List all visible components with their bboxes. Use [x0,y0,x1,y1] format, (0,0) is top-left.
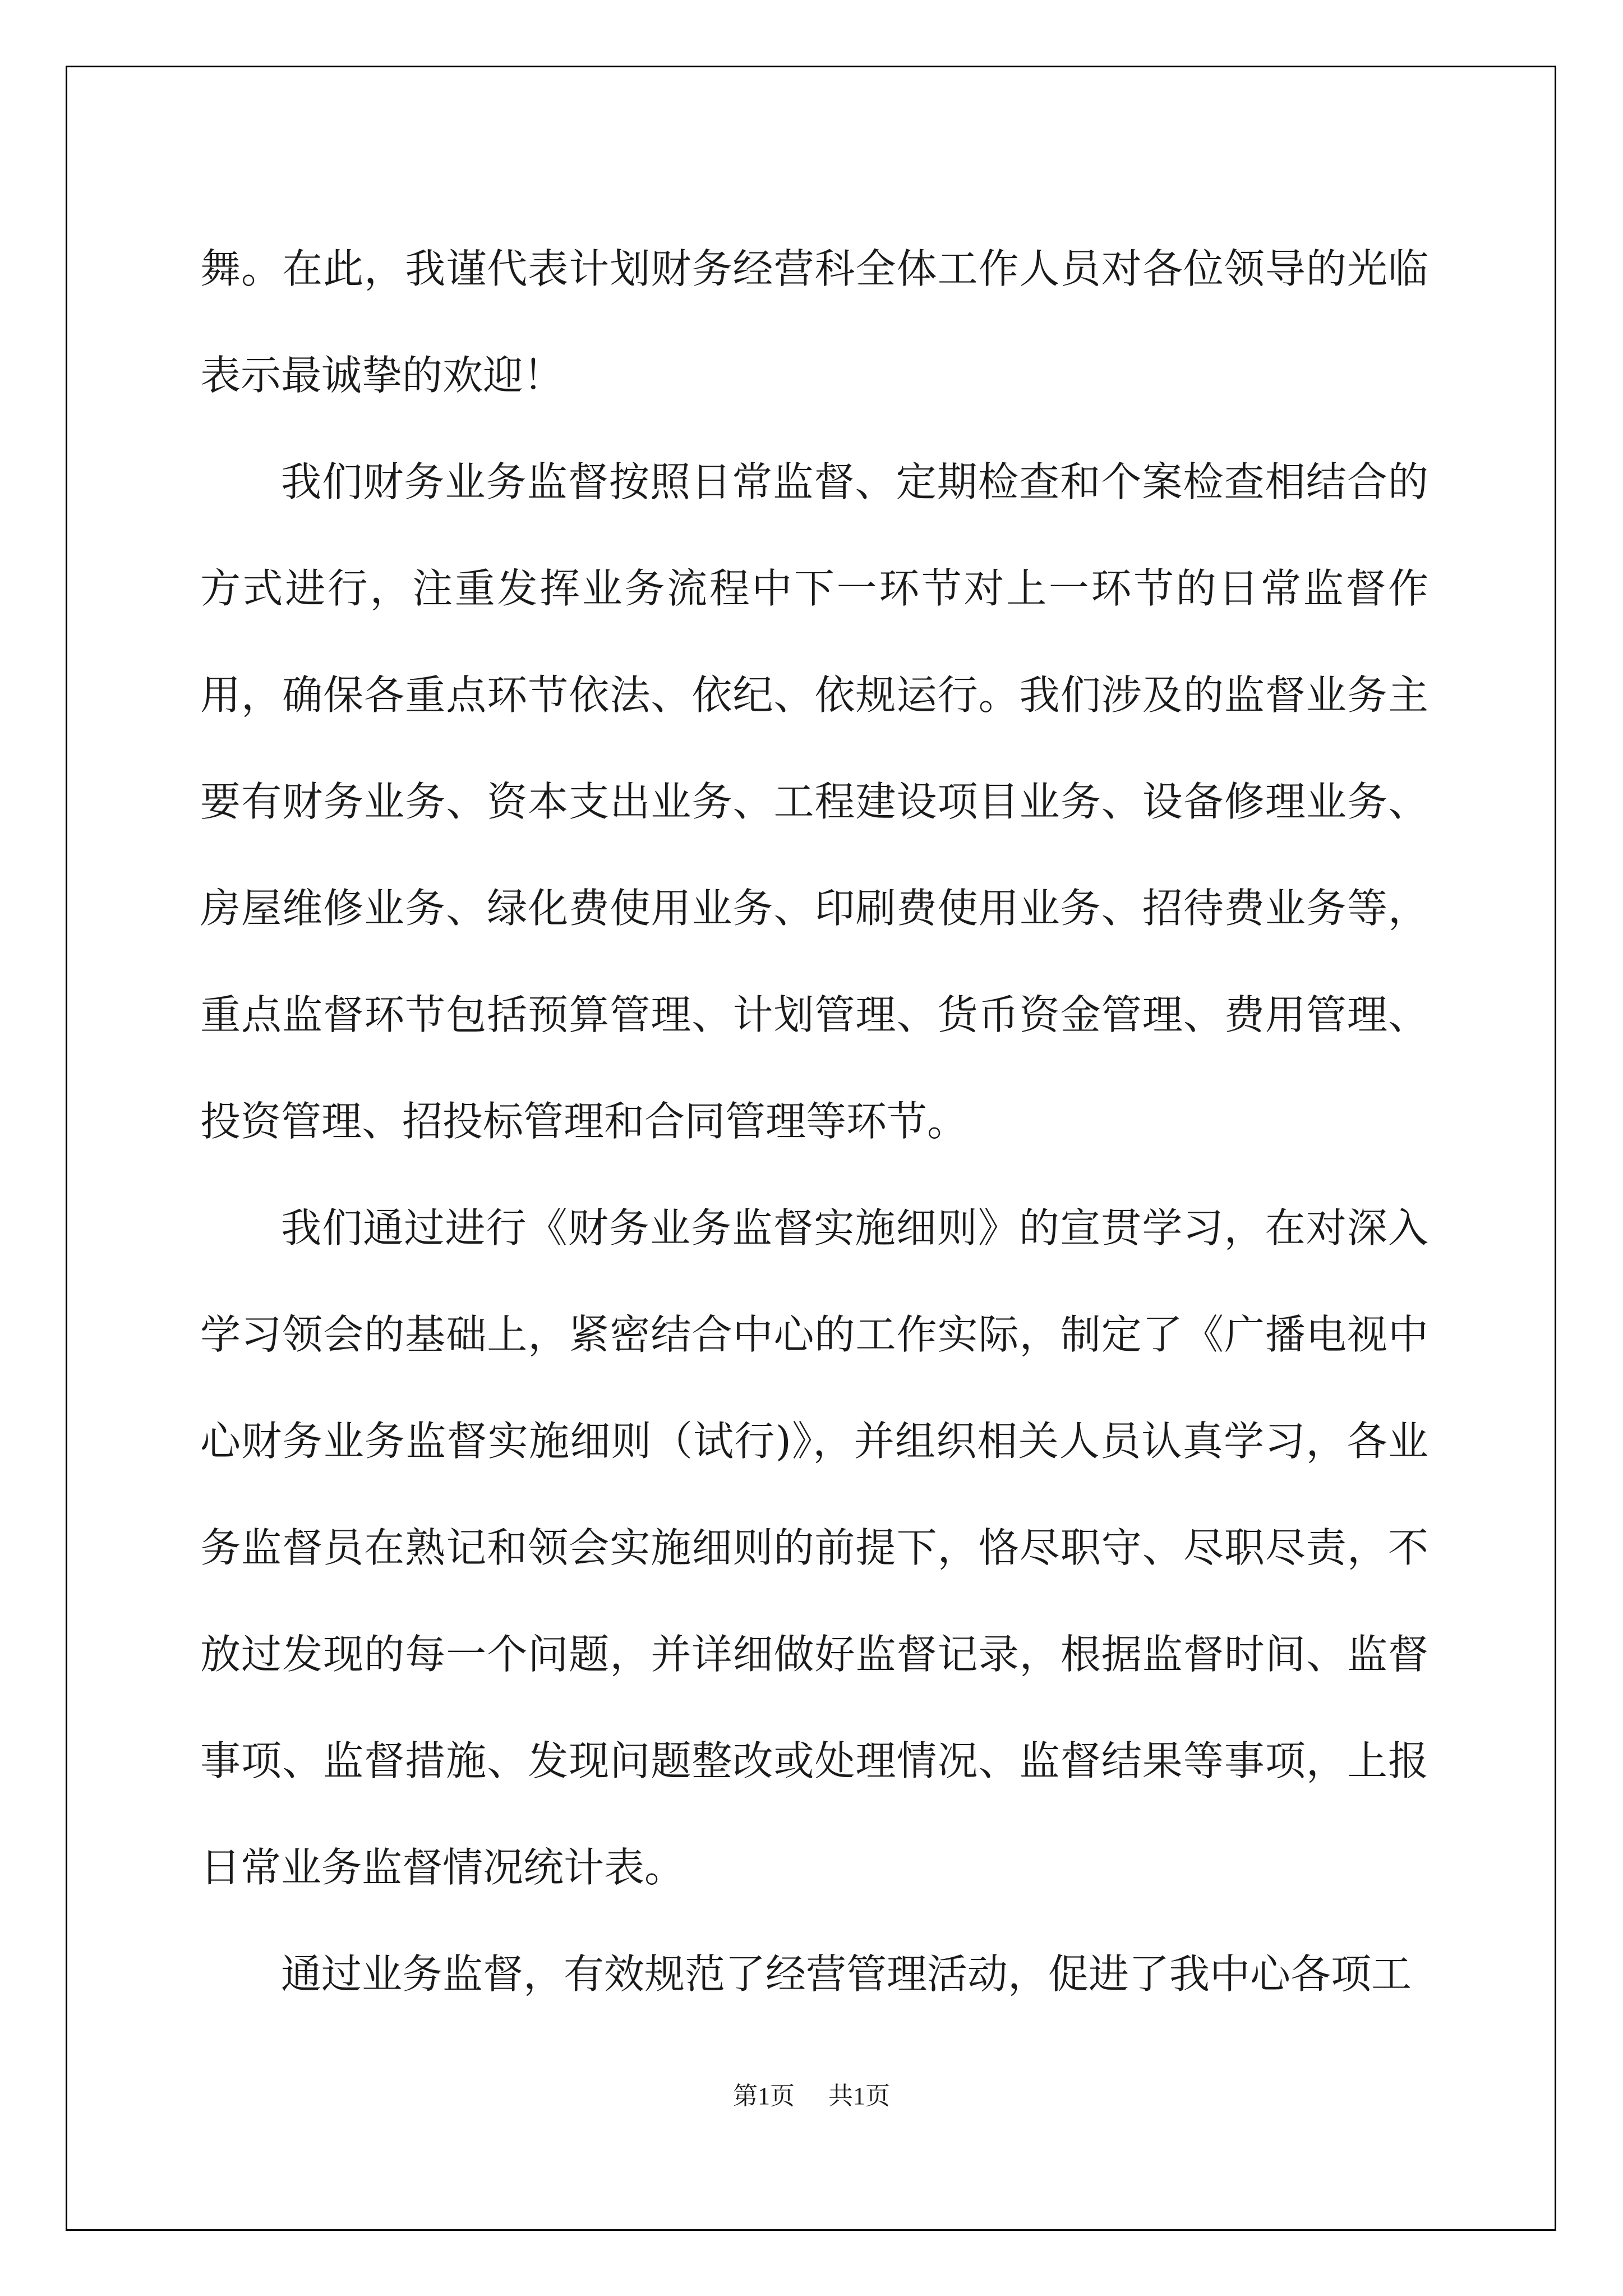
page-total: 共1页 [828,2082,890,2110]
document-body [200,215,1428,2027]
paragraph-3: 我们通过进行《财务业务监督实施细则》的宣贯学习，在对深入学习领会的基础上，紧密结合中心的工作实际，制定了《广播电视中心财务业务监督实施细则（试行)》，并组织相关人员认真学习，各业务监督员在熟记和领会实施细则的前提下，恪尽职守、尽职尽责，不放过发现的每一个问题，并详细做好监督记录，根据监督时间、监督事项、监督措施、发现问题整改或处理情况、监督结果等事项，上报日常业务监督情况统计表。 [200,1204,1428,1891]
page-number: 第1页 [733,2082,795,2110]
paragraph-4: 通过业务监督，有效规范了经营管理活动，促进了我中心各项工 [281,1950,1412,1998]
paragraph-1: 舞。在此，我谨代表计划财务经营科全体工作人员对各位领导的光临表示最诚挚的欢迎！ [200,245,1428,399]
paragraph-2: 我们财务业务监督按照日常监督、定期检查和个案检查相结合的方式进行，注重发挥业务流程中下一环节对上一环节的日常监督作用，确保各重点环节依法、依纪、依规运行。我们涉及的监督业务主要有财务业务、资本支出业务、工程建设项目业务、设备修理业务、房屋维修业务、绿化费使用业务、印刷费使用业务、招待费业务等，重点监督环节包括预算管理、计划管理、货币资金管理、费用管理、投资管理、招投标管理和合同管理等环节。 [200,458,1428,1145]
page-footer [0,2076,1623,2111]
